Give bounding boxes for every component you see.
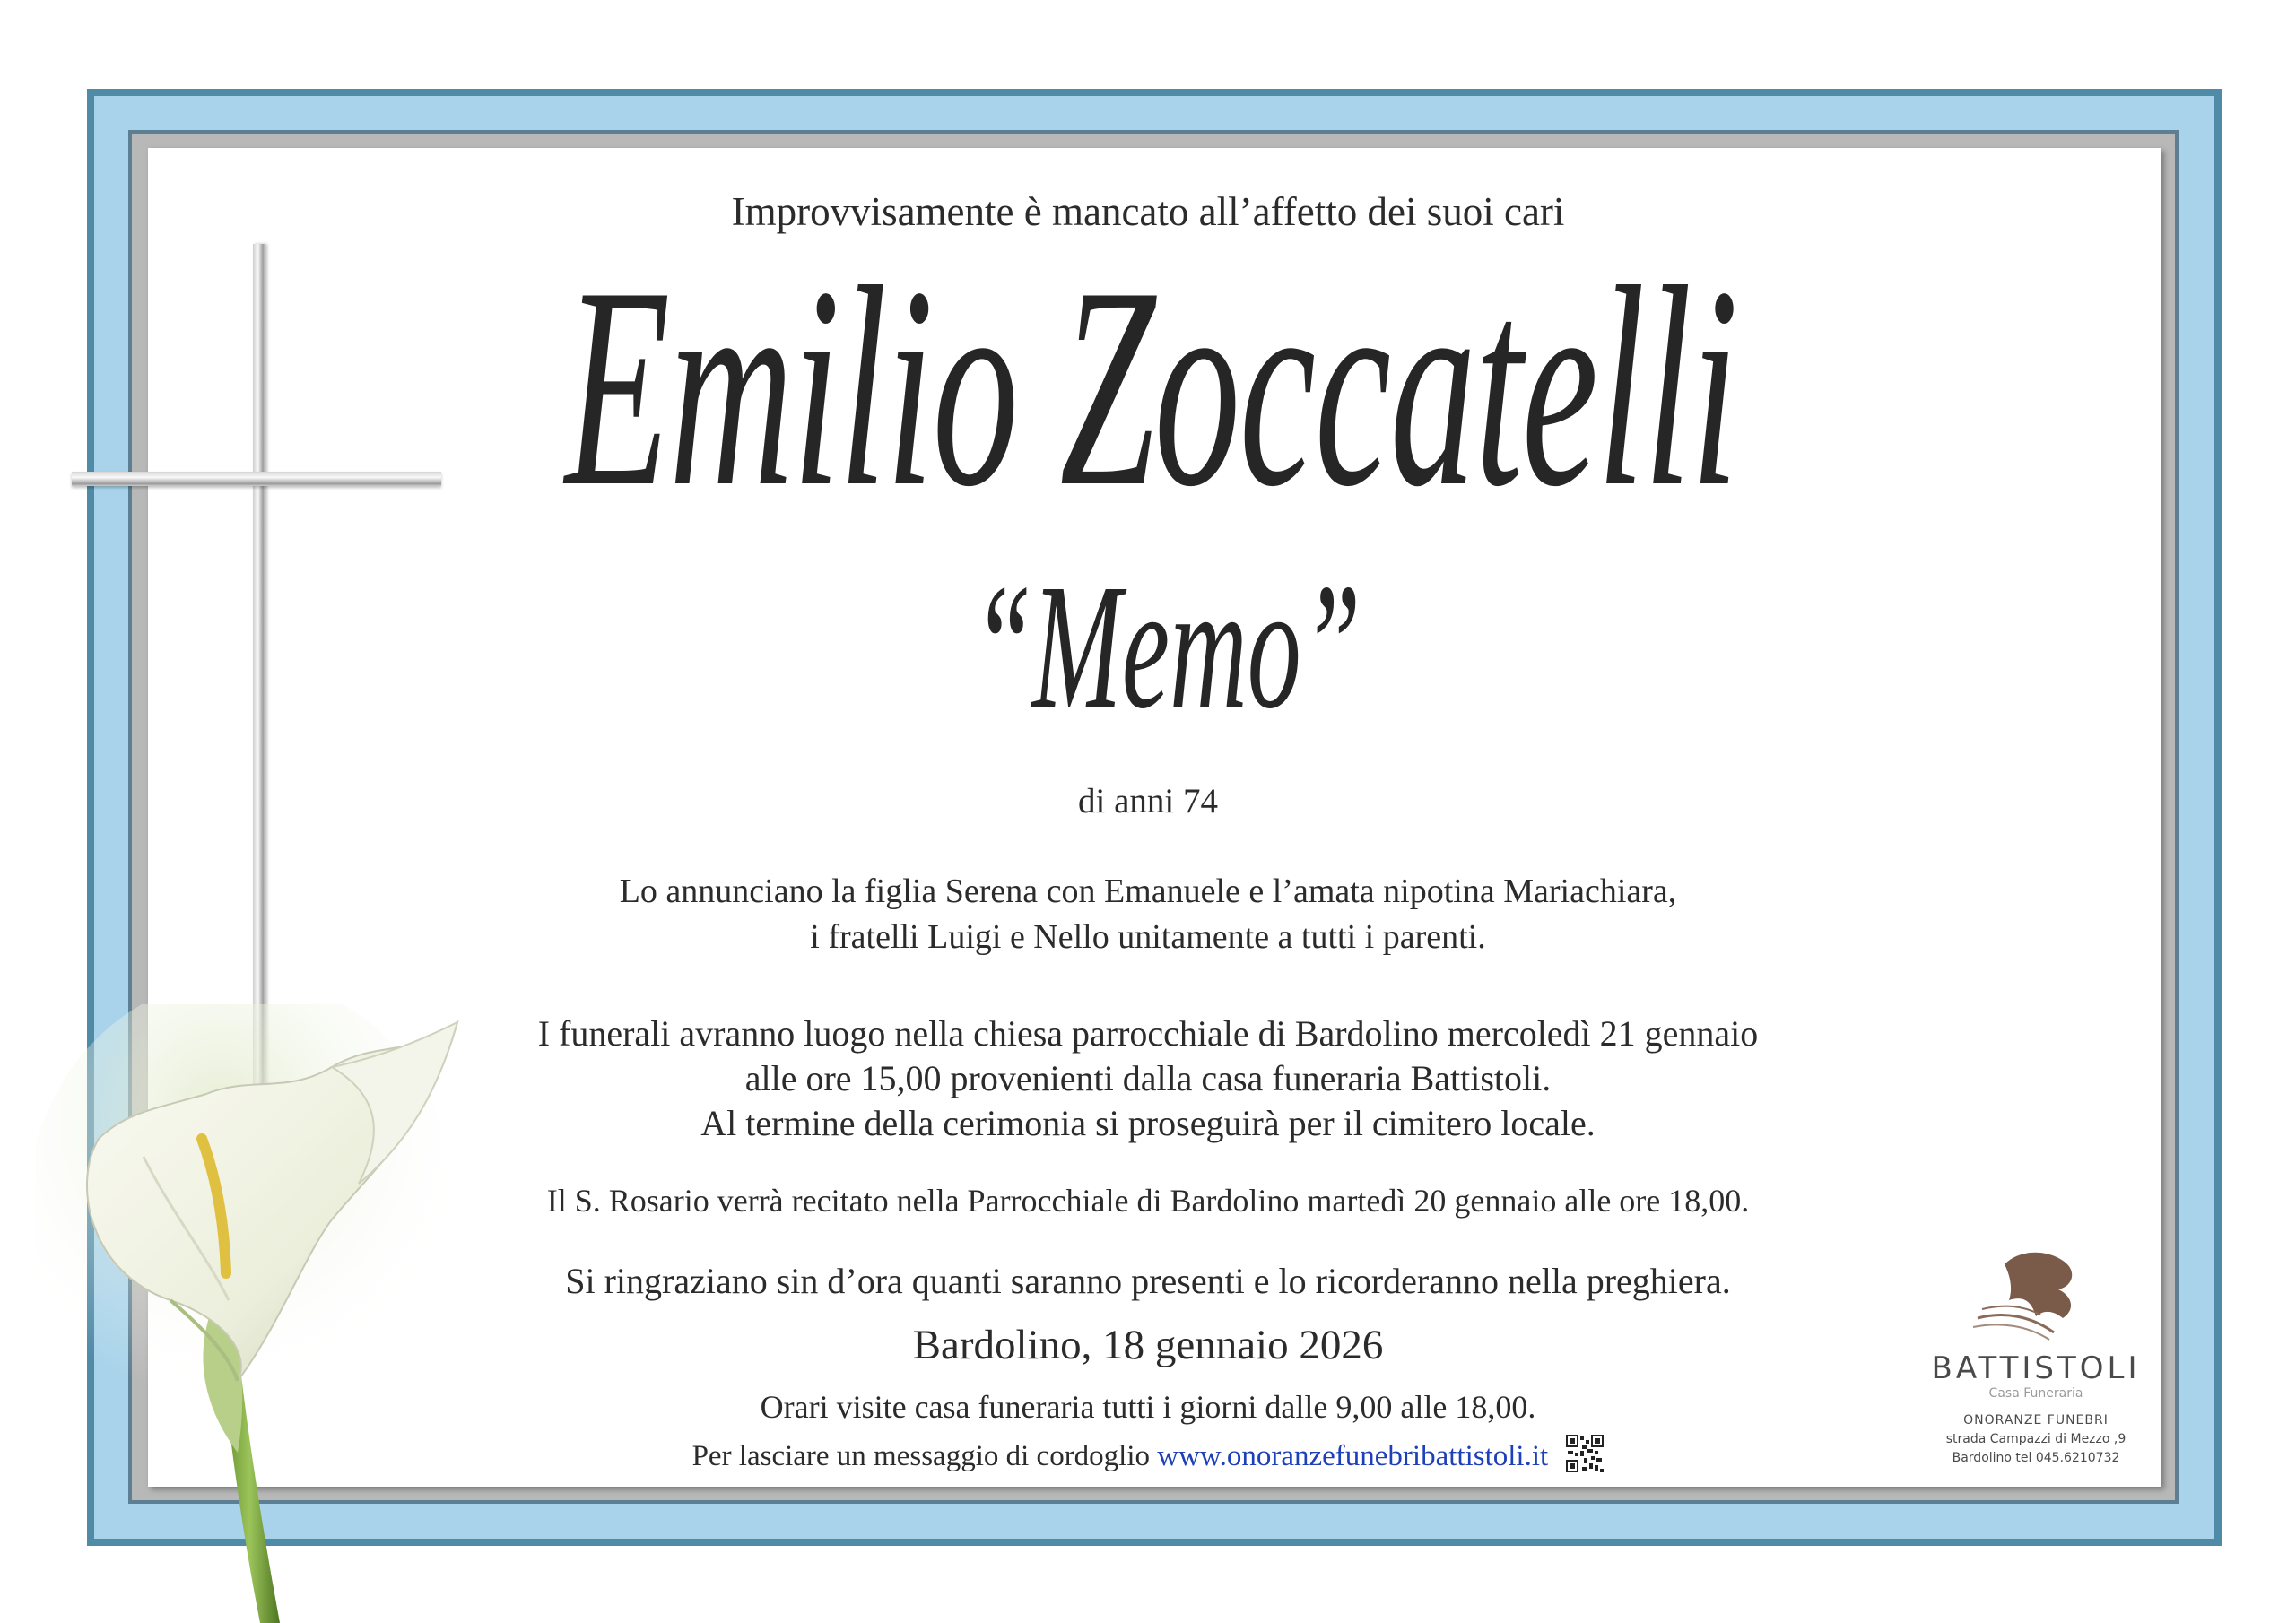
battistoli-logo-icon — [1969, 1246, 2103, 1345]
visiting-hours: Orari visite casa funeraria tutti i giorni dalle 9,00 alle 18,00. — [760, 1389, 1536, 1425]
logo-name: BATTISTOLI — [1931, 1350, 2141, 1386]
funeral-line: alle ore 15,00 provenienti dalla casa funeraria Battistoli. — [744, 1058, 1552, 1098]
logo-phone: Bardolino tel 045.6210732 — [1952, 1451, 2120, 1465]
funeral-home-logo — [1901, 1246, 2170, 1471]
qr-code-icon[interactable] — [1566, 1435, 1604, 1472]
logo-line: ONORANZE FUNEBRI — [1963, 1413, 2109, 1428]
logo-address: strada Campazzi di Mezzo ,9 — [1945, 1432, 2126, 1446]
cross-icon-horizontal — [72, 472, 441, 486]
rosary-text: Il S. Rosario verrà recitato nella Parrocchiale di Bardolino martedì 20 gennaio alle ore 18,00. — [546, 1183, 1750, 1219]
logo-subtitle: Casa Funeraria — [1988, 1386, 2083, 1401]
place-date: Bardolino, 18 gennaio 2026 — [912, 1322, 1384, 1368]
condolence-prompt: Per lasciare un messaggio di cordoglio — [691, 1440, 1151, 1472]
intro-text: Improvvisamente è mancato all’affetto dei suoi cari — [731, 189, 1565, 234]
calla-lily-icon — [36, 1004, 502, 1623]
thanks-text: Si ringraziano sin d’ora quanti saranno presenti e lo ricorderanno nella preghiera. — [565, 1261, 1731, 1301]
deceased-nickname: “Memo” — [972, 548, 1361, 746]
funeral-line: I funerali avranno luogo nella chiesa parrocchiale di Bardolino mercoledì 21 gennaio — [537, 1013, 1759, 1054]
announcement-line: Lo annunciano la figlia Serena con Emanuele e l’amata nipotina Mariachiara, — [619, 872, 1677, 910]
announcement-line: i fratelli Luigi e Nello unitamente a tutti i parenti. — [810, 918, 1486, 956]
funeral-line: Al termine della cerimonia si proseguirà per il cimitero locale. — [700, 1103, 1596, 1143]
deceased-name: Emilio Zoccatelli — [564, 229, 1738, 546]
deceased-age: di anni 74 — [1078, 782, 1218, 820]
website-link[interactable]: www.onoranzefunebribattistoli.it — [1157, 1440, 1549, 1472]
